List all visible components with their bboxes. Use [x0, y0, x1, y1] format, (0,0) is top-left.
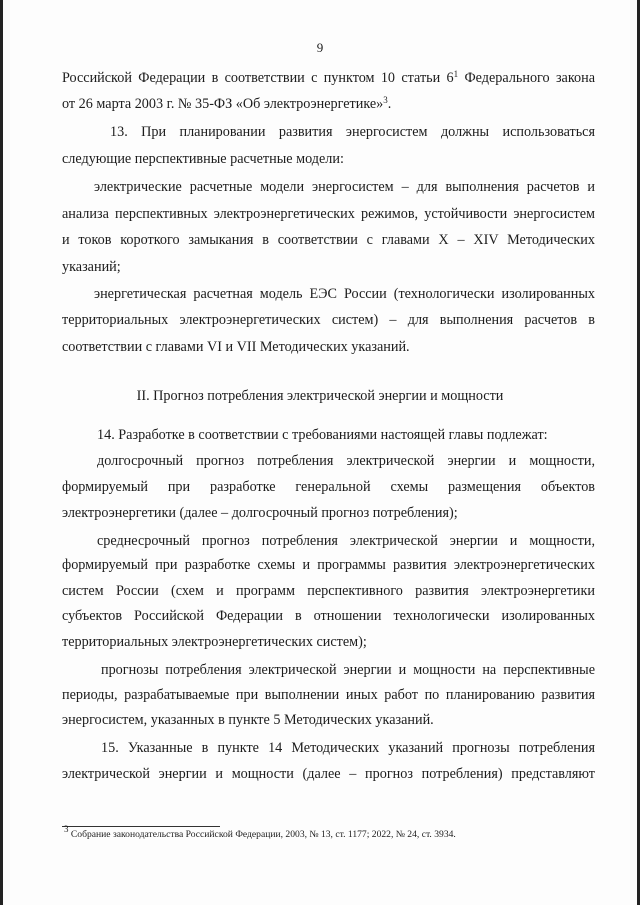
paragraph-15-line: электрической энергии и мощности (далее – прогноз потребления) представляют — [62, 766, 595, 782]
text-line: энергосистем, указанных в пункте 5 Методических указаний. — [62, 712, 434, 728]
text-line: формируемый при разработке схемы и программы развития электроэнергетических — [62, 557, 595, 573]
paragraph-13-line: 13. При планировании развития энергосистем должны использоваться — [110, 124, 595, 140]
text-line: и токов короткого замыкания в соответствии с главами X – XIV Методических — [62, 232, 595, 248]
section-heading: II. Прогноз потребления электрической энергии и мощности — [136, 388, 504, 404]
text-line: электроэнергетики (далее – долгосрочный прогноз потребления); — [62, 505, 458, 521]
text-line: от 26 марта 2003 г. № 35-ФЗ «Об электроэнергетике»$^3$. — [62, 95, 392, 112]
paragraph-15-line: 15. Указанные в пункте 14 Методических указаний прогнозы потребления — [101, 740, 595, 756]
paragraph-13-line: следующие перспективные расчетные модели: — [62, 151, 344, 167]
footnote: $^3$ Собрание законодательства Российской Федерации, 2003, № 13, ст. 1177; 2022, № 24, ст. 3934. — [64, 824, 456, 840]
text-line: формируемый при разработке генеральной схемы размещения объектов — [62, 479, 595, 495]
footnote-rule — [62, 826, 220, 827]
footnote-ref: 1 — [453, 69, 459, 79]
text-line: среднесрочный прогноз потребления электрической энергии и мощности, — [97, 533, 595, 549]
scan-edge-left — [0, 0, 3, 905]
text-line: субъектов Российской Федерации в отношении технологически изолированных — [62, 608, 595, 624]
text-line: анализа перспективных электроэнергетических режимов, устойчивости энергосистем — [62, 206, 595, 222]
page-number: 9 — [316, 40, 324, 55]
text-line: систем России (схем и программ перспективного развития электроэнергетики — [62, 583, 595, 599]
text-line: соответствии с главами VI и VII Методических указаний. — [62, 339, 410, 355]
text-line: территориальных электроэнергетических систем) – для выполнения расчетов в — [62, 312, 595, 328]
footnote-mark: 3 — [64, 824, 69, 834]
text-line: электрические расчетные модели энергосистем – для выполнения расчетов и — [94, 179, 595, 195]
footnote-ref: 3 — [383, 95, 388, 105]
text-line: энергетическая расчетная модель ЕЭС России (технологически изолированных — [94, 286, 595, 302]
text-line: периоды, разрабатываемые при выполнении иных работ по планированию развития — [62, 687, 595, 703]
text-line: указаний; — [62, 259, 121, 275]
text-line: территориальных электроэнергетических систем); — [62, 634, 367, 650]
text-line: долгосрочный прогноз потребления электрической энергии и мощности, — [97, 453, 595, 469]
text-line: Российской Федерации в соответствии с пунктом 10 статьи $6^1$ Федерального закона — [62, 69, 595, 86]
text-line: прогнозы потребления электрической энергии и мощности на перспективные — [101, 662, 595, 678]
paragraph-14-line: 14. Разработке в соответствии с требованиями настоящей главы подлежат: — [97, 427, 548, 443]
